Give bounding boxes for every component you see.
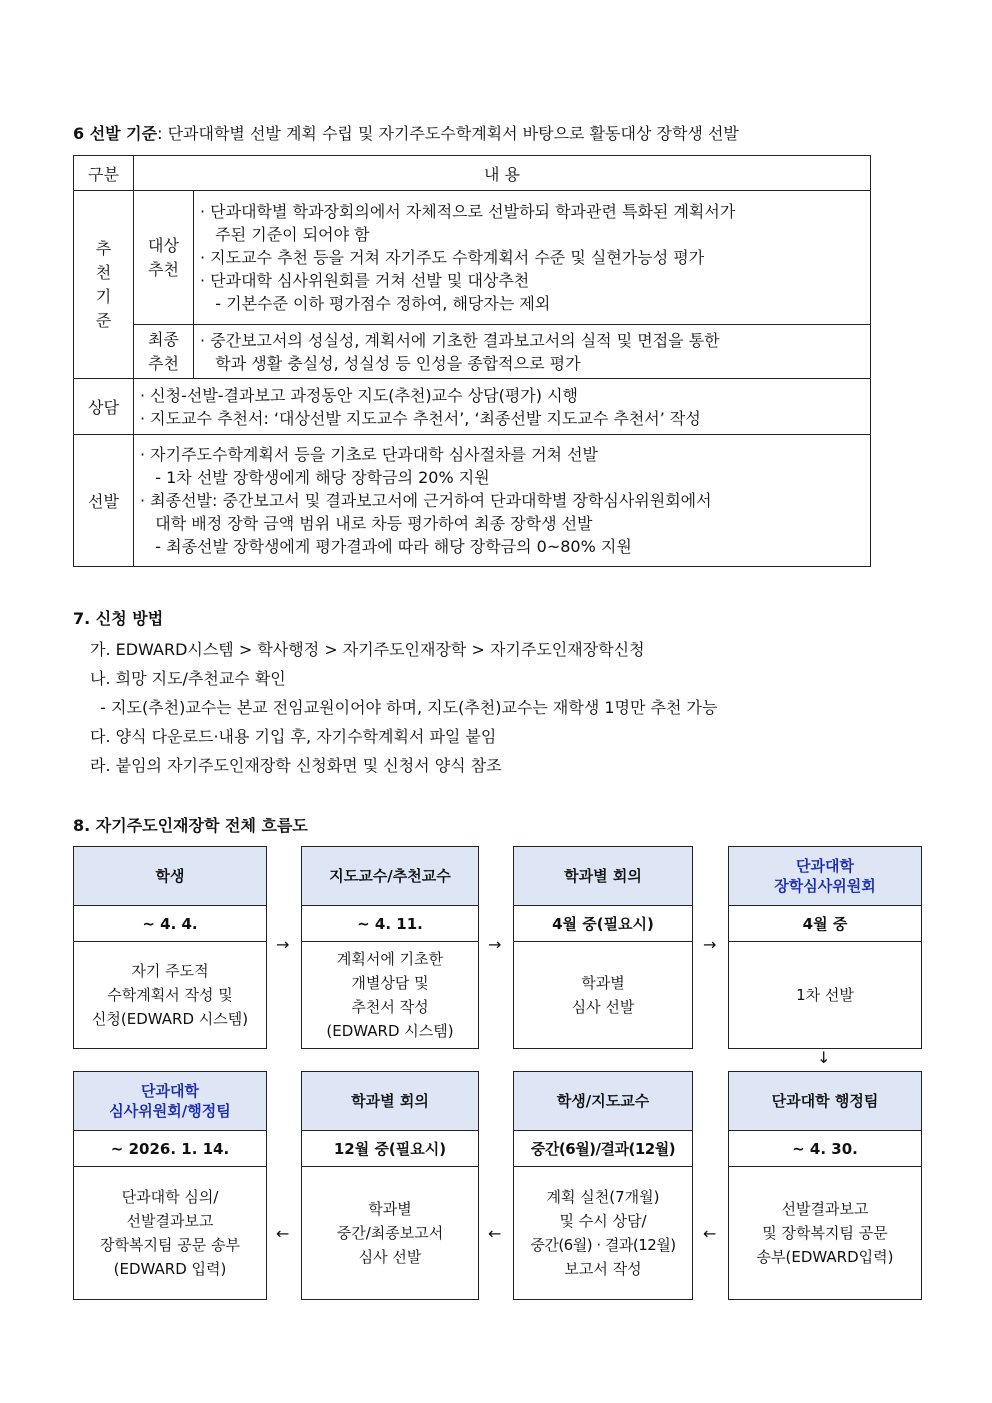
flow-box-date: ~ 4. 11.	[302, 906, 478, 942]
list-item: - 지도(추천)교수는 본교 전임교원이어야 하며, 지도(추천)교수는 재학생 1명만 추천 가능	[90, 698, 718, 717]
flow-box-header: 단과대학 심사위원회/행정팀	[74, 1072, 266, 1131]
flow-box-advisor	[301, 846, 479, 1049]
section6-description: : 단과대학별 선발 계획 수립 및 자기주도수학계획서 바탕으로 활동대상 장학생 선발	[157, 124, 739, 143]
list-item: 가. EDWARD시스템 > 학사행정 > 자기주도인재장학 > 자기주도인재장학신청	[90, 640, 645, 659]
final-recommend-label: 최종 추천	[134, 325, 194, 379]
arrow-right-icon: →	[276, 935, 290, 954]
flow-box-body: 학과별 심사 선발	[571, 974, 635, 1016]
flow-box-date: ~ 4. 4.	[74, 906, 266, 942]
flow-box-header: 학생/지도교수	[514, 1072, 692, 1131]
list-item: 다. 양식 다운로드·내용 기입 후, 자기수학계획서 파일 붙임	[90, 727, 497, 746]
counsel-content: · 신청-선발-결과보고 과정동안 지도(추천)교수 상담(평가) 시행 · 지도교수 추천서: ‘대상선발 지도교수 추천서’, ‘최종선발 지도교수 추천서’ 작성	[134, 379, 871, 435]
header-category: 구분	[74, 156, 134, 191]
flow-box-student	[73, 846, 267, 1049]
arrow-down-icon: ↓	[817, 1048, 831, 1067]
arrow-left-icon: ←	[703, 1224, 717, 1243]
flow-box-body: 1차 선발	[796, 986, 854, 1004]
table-row	[74, 379, 871, 435]
list-item: 나. 희망 지도/추천교수 확인	[90, 669, 286, 688]
flow-box-date: 4월 중	[729, 906, 921, 942]
table-row	[74, 191, 871, 325]
header-content: 내 용	[134, 156, 871, 191]
flow-box-body: 계획서에 기초한 개별상담 및 추천서 작성 (EDWARD 시스템)	[326, 950, 454, 1040]
flow-box-header: 학생	[74, 847, 266, 906]
final-recommend-content: · 중간보고서의 성실성, 계획서에 기초한 결과보고서의 실적 및 면접을 통한 학과 생활 충실성, 성실성 등 인성을 종합적으로 평가	[194, 325, 871, 379]
flow-box-date: 중간(6월)/결과(12월)	[514, 1131, 692, 1167]
flow-box-header: 단과대학 장학심사위원회	[729, 847, 921, 906]
flow-box-body: 단과대학 심의/ 선발결과보고 장학복지팀 공문 송부 (EDWARD 입력)	[100, 1188, 240, 1278]
table-header-row	[74, 156, 871, 191]
flow-box-college-committee	[728, 846, 922, 1049]
counsel-label: 상담	[74, 379, 134, 435]
flow-box-body: 계획 실천(7개월) 및 수시 상담/ 중간(6월) · 결과(12월) 보고서 작성	[530, 1188, 676, 1278]
application-method-list	[90, 635, 717, 780]
select-content: · 자기주도수학계획서 등을 기초로 단과대학 심사절차를 거쳐 선발 - 1차 선발 장학생에게 해당 장학금의 20% 지원 · 최종선발: 중간보고서 및 결과보고서에 근거하여 단과대학별 장학심사위원회에서 대학 배정 장학 금액 범위 내로 차등 평가하여 최종 장학생 선발 - 최종선발 장학생에게 평가결과에 따라 해당 장학금의 0~80% 지원	[134, 435, 871, 567]
flow-box-header: 단과대학 행정팀	[729, 1072, 921, 1131]
flow-box-dept-meeting-final	[301, 1071, 479, 1300]
arrow-left-icon: ←	[276, 1224, 290, 1243]
section8-title: 8. 자기주도인재장학 전체 흐름도	[73, 816, 308, 835]
list-item: 라. 붙임의 자기주도인재장학 신청화면 및 신청서 양식 참조	[90, 756, 502, 775]
flow-box-body: 선발결과보고 및 장학복지팀 공문 송부(EDWARD입력)	[756, 1200, 894, 1266]
selection-criteria-table	[73, 155, 871, 567]
flow-box-admin-team	[728, 1071, 922, 1300]
flow-box-date: ~ 4. 30.	[729, 1131, 921, 1167]
flow-box-dept-meeting	[513, 846, 693, 1049]
section6-heading	[73, 121, 739, 144]
flow-box-college-review	[73, 1071, 267, 1300]
table-row	[74, 435, 871, 567]
recommend-criteria-label: 추 천 기 준	[74, 191, 134, 379]
flow-box-date: ~ 2026. 1. 14.	[74, 1131, 266, 1167]
arrow-right-icon: →	[488, 935, 502, 954]
flow-box-date: 4월 중(필요시)	[514, 906, 692, 942]
flow-box-header: 지도교수/추천교수	[302, 847, 478, 906]
flow-box-header: 학과별 회의	[302, 1072, 478, 1131]
target-recommend-content: · 단과대학별 학과장회의에서 자체적으로 선발하되 학과관련 특화된 계획서가 주된 기준이 되어야 함 · 지도교수 추천 등을 거쳐 자기주도 수학계획서 수준 및 실현가능성 평가 · 단과대학 심사위원회를 거쳐 선발 및 대상추천 - 기본수준 이하 평가점수 정하여, 해당자는 제외	[194, 191, 871, 325]
table-row	[74, 325, 871, 379]
flow-box-student-advisor	[513, 1071, 693, 1300]
flow-box-body: 학과별 중간/최종보고서 심사 선발	[336, 1200, 444, 1266]
section6-title: 6 선발 기준	[73, 124, 158, 143]
flow-box-date: 12월 중(필요시)	[302, 1131, 478, 1167]
flow-box-header: 학과별 회의	[514, 847, 692, 906]
select-label: 선발	[74, 435, 134, 567]
arrow-left-icon: ←	[488, 1224, 502, 1243]
arrow-right-icon: →	[703, 935, 717, 954]
section7-title: 7. 신청 방법	[73, 609, 164, 628]
flow-box-body: 자기 주도적 수학계획서 작성 및 신청(EDWARD 시스템)	[91, 962, 249, 1028]
target-recommend-label: 대상 추천	[134, 191, 194, 325]
